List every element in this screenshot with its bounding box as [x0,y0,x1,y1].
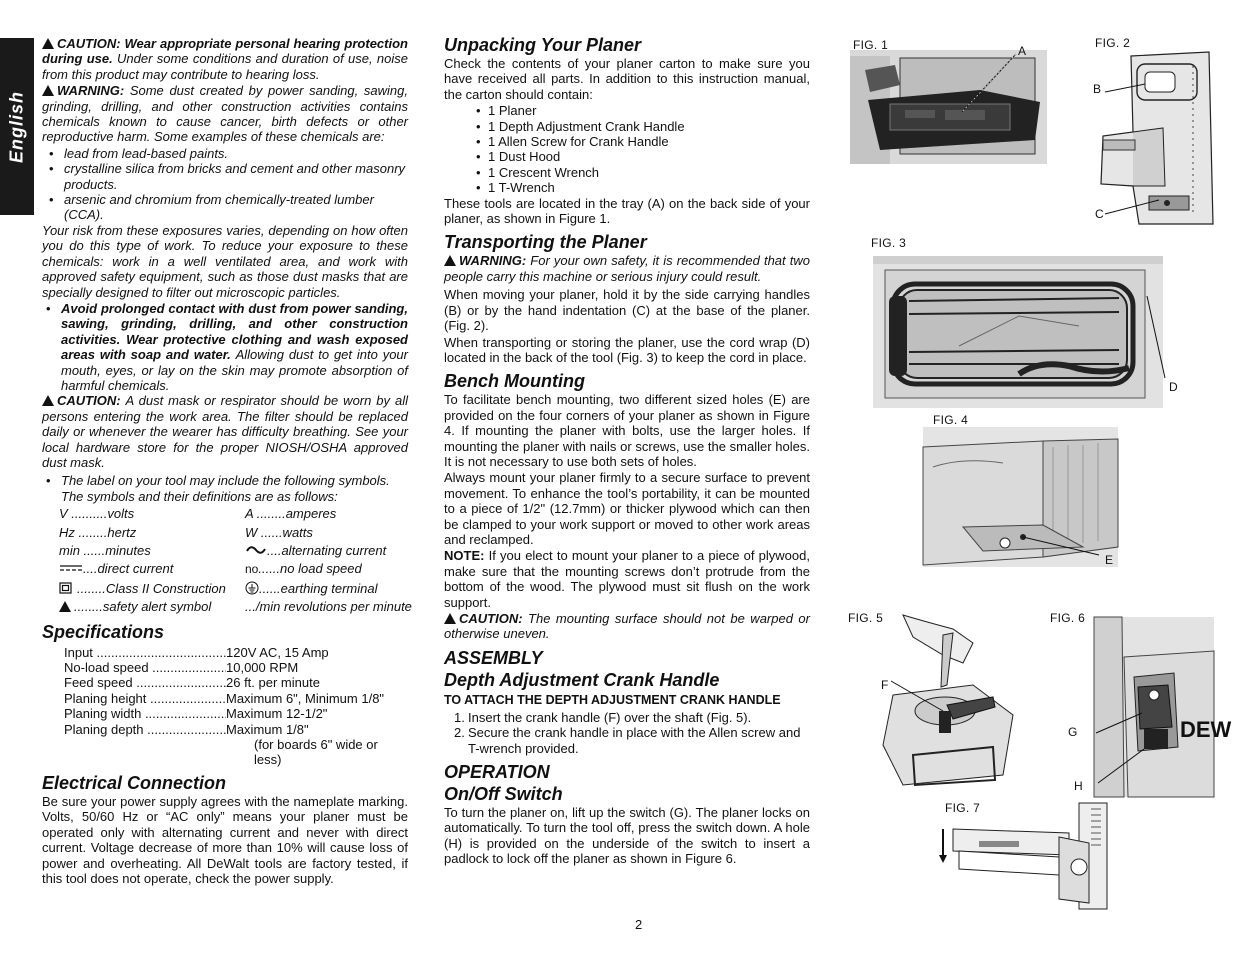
figure-label: FIG. 2 [1095,36,1131,50]
spec-row [64,675,408,690]
symbol-rpm: .../min revolutions per minute [245,599,412,615]
attach-steps [454,710,810,756]
list-item: • arsenic and chromium from chemically-treated lumber (CCA). [64,192,408,223]
switch-lockout-illustration [939,803,1109,913]
list-item: • 1 Depth Adjustment Crank Handle [488,119,810,134]
step-text: Secure the crank handle in place with the Allen screw and T-wrench provided. [468,725,801,756]
spec-value: 10,000 RPM [226,660,408,675]
callout-c: C [1095,207,1104,221]
spec-value: Maximum 6", Minimum 1/8" [226,691,408,706]
spec-row [64,722,408,737]
callout-h: H [1074,779,1083,793]
spec-row [64,691,408,706]
symbol-safety [59,599,245,614]
callout-f: F [881,678,889,692]
figure-label: FIG. 4 [933,413,969,427]
caution-hearing-lead: CAUTION: Wear appropriate personal hearing protection during use. [42,36,408,67]
callout-g: G [1068,725,1078,739]
column-middle [444,36,810,868]
symbol-earth [245,581,425,596]
symbol-ac [245,543,425,558]
warning-dust-lead: WARNING: [57,83,125,99]
transport-p1: When moving your planer, hold it by the side carrying handles (B) or by the hand indentation (C) at the base of the planer. (Fig. 2). [444,287,810,334]
specifications-heading: Specifications [42,621,165,642]
symbol-hertz: Hz ........hertz [59,524,137,540]
on-off-switch-illustration [1094,617,1232,797]
figure-label: FIG. 6 [1050,611,1086,625]
transport-warning-body: For your own safety, it is recommended that two people carry this machine or serious injury could result. [444,253,810,284]
list-item: • lead from lead-based paints. [64,146,408,161]
symbol-no-load-text: ......no load speed [258,561,362,577]
caution-mask-body: A dust mask or respirator should be worn by all persons entering the work area. The filter should be replaced daily or whenever the wearer has difficulty breathing. See your local hardware store for the proper NIOSH/OSHA approved dust mask. [42,393,408,470]
assembly-heading: ASSEMBLY [444,647,543,668]
spec-row [64,660,408,675]
step-number: 2. [454,725,465,741]
callout-d: D [1169,380,1178,394]
risk-paragraph: Your risk from these exposures varies, depending on how often you do this type of work. To reduce your exposure to these chemicals: work in a well ventilated area, and work with approved safety equipment, such as those dust masks that are specially designed to filter out microscopic particles. [42,222,408,300]
spec-row [64,706,408,721]
symbol-volts: V ..........volts [59,506,135,522]
figure-7 [939,799,1109,919]
warning-triangle-icon [444,613,456,624]
switch-heading: On/Off Switch [444,784,563,805]
step-text: Insert the crank handle (F) over the shaft (Fig. 5). [468,709,752,725]
warning-triangle-icon [444,255,456,266]
attach-subheading: TO ATTACH THE DEPTH ADJUSTMENT CRANK HANDLE [444,692,781,707]
safety-alert-icon [59,601,71,612]
spec-label: Planing height ..... [64,691,226,706]
spec-row [64,645,408,660]
symbol-dc-text: ....direct current [83,561,174,577]
spec-note: (for boards 6" wide or less) [254,737,378,768]
transport-heading: Transporting the Planer [444,232,647,253]
symbol-class2 [59,581,245,596]
crank-handle-illustration [883,615,1043,795]
alternating-current-icon [245,544,267,556]
direct-current-icon [59,563,83,573]
figure-4 [923,411,1123,571]
caution-surface-lead: CAUTION: [459,611,523,626]
symbol-watts: W ......watts [245,524,313,540]
note-body: If you elect to mount your planer to a piece of plywood, make sure that the mounting screws don’t protrude from the bottom of the wood. The plywood must sit flush on the work support. [444,548,810,610]
warning-triangle-icon [42,85,54,96]
figure-6 [1048,609,1232,819]
callout-e: E [1105,553,1114,567]
avoid-list [61,301,408,393]
no-load-speed-icon: no [245,562,259,577]
spec-value: Maximum 1/8" [226,722,408,737]
bench-heading: Bench Mounting [444,371,585,392]
symbol-minutes: min ......minutes [59,543,151,558]
column-left [42,36,412,887]
cord-wrap-illustration [869,256,1184,428]
electrical-body: Be sure your power supply agrees with the nameplate marking. Volts, 50/60 Hz or “AC only” means your planer must be operated only with alternating current and never with direct current. Voltage decrease of more than 10% will cause loss of power and overheating. All DeWalt tools are factory tested, if this tool does not operate, check the power supply. [42,793,408,886]
label-intro: • The label on your tool may include the following symbols. The symbols and their definitions are as follows: [61,473,408,504]
page-number: 2 [635,917,643,932]
bench-note [444,548,810,610]
electrical-heading: Electrical Connection [42,772,227,793]
crank-heading: Depth Adjustment Crank Handle [444,669,720,690]
figure-label: FIG. 5 [848,611,884,625]
list-item: • 1 T-Wrench [488,180,810,195]
language-tab [0,38,34,215]
spec-label: Input ..... [64,645,226,660]
list-item: • 1 Allen Screw for Crank Handle [488,134,810,149]
warning-dust-body: Some dust created by power sanding, sawing, grinding, drilling, and other construction activities contains chemicals known to cause cancer, birth defects or other reproductive harm. Some examples of these chemicals are: [42,83,408,145]
spec-value: 120V AC, 15 Amp [226,645,408,660]
spec-label: Feed speed ..... [64,675,226,690]
note-lead: NOTE: [444,548,485,564]
figure-label: FIG. 1 [853,38,889,52]
symbol-amperes: A ........amperes [245,506,337,522]
transport-warning [444,253,810,284]
symbol-no-load [245,561,425,577]
figure-label: FIG. 7 [945,801,981,815]
figure-2 [1093,36,1217,228]
chemical-list [64,146,408,223]
avoid-item [61,301,408,393]
caution-mask-lead: CAUTION: [57,393,121,409]
spec-label: No-load speed ..... [64,660,226,675]
figure-5 [847,609,1007,819]
symbol-class2-text: ........Class II Construction [77,580,226,596]
symbol-table [59,506,412,615]
spec-label: Planing width ..... [64,706,226,721]
symbol-ac-text: ....alternating current [267,543,387,558]
tray-note: These tools are located in the tray (A) on the back side of your planer, as shown in Figure 1. [444,195,810,227]
brand-label: DEW [1180,717,1232,742]
bench-mount-holes-illustration [923,427,1123,567]
spec-value: 26 ft. per minute [226,675,408,690]
specifications-table [64,645,408,768]
list-item: • 1 Planer [488,103,810,118]
caution-surface [444,611,810,642]
bench-p2: Always mount your planer firmly to a secure surface to prevent movement. To enhance the tool’s portability, it can be mounted to a piece of 1/2" (12.7mm) or thicker plywood which can then be clamped to your work support or moved to other work areas and reclamped. [444,470,810,547]
caution-hearing [42,36,408,82]
switch-body: To turn the planer on, lift up the switch (G). The planer locks on automatically. To turn the tool off, press the switch down. A hole (H) is provided on the underside of the switch to insert a padlock to lock off the planer as shown in Figure 6. [444,805,810,867]
contents-list [488,103,810,195]
warning-triangle-icon [42,395,54,406]
figure-3 [869,236,1184,408]
symbol-earth-text: ......earthing terminal [259,580,378,596]
callout-b: B [1093,82,1102,96]
avoid-body: Allowing dust to get into your mouth, eyes, or lay on the skin may promote absorption of harmful chemicals. [61,347,408,393]
list-item: • 1 Dust Hood [488,149,810,164]
label-intro-list [61,473,408,504]
bench-p1: To facilitate bench mounting, two different sized holes (E) are provided on the four corners of your planer as shown in Figure 4. If mounting the planer with bolts, use the larger holes. If mounting the planer with nails or screws, use the smaller holes. It is not necessary to use both sets of holes. [444,392,810,469]
list-item: • crystalline silica from bricks and cement and other masonry products. [64,161,408,192]
spec-value: Maximum 12-1/2" [226,706,408,721]
avoid-lead: Avoid prolonged contact with dust from power sanding, sawing, grinding, drilling, and other construction activities. Wear protective clothing and wash exposed areas with soap and water. [61,300,408,363]
symbol-safety-text: ........safety alert symbol [74,599,212,615]
transport-warning-lead: WARNING: [459,253,527,269]
language-tab-label: English [6,90,27,163]
class-ii-icon [59,582,73,594]
step-item [454,725,810,756]
spec-label: Planing depth ..... [64,722,226,737]
transport-p2: When transporting or storing the planer, use the cord wrap (D) located in the back of the tool (Fig. 3) to keep the cord in place. [444,334,810,365]
operation-heading: OPERATION [444,762,550,783]
step-number: 1. [454,709,465,725]
planer-side-illustration [1093,36,1217,228]
unpacking-heading: Unpacking Your Planer [444,35,642,55]
list-item: • 1 Crescent Wrench [488,165,810,180]
earthing-terminal-icon [245,581,259,595]
unpacking-body: Check the contents of your planer carton to make sure you have received all parts. In addition to this instruction manual, the carton should contain: [444,56,810,102]
figure-label: FIG. 3 [871,236,907,250]
caution-surface-body: The mounting surface should not be warped or otherwise uneven. [444,611,810,642]
step-item [454,710,810,725]
caution-mask [42,393,408,470]
caution-hearing-body: Under some conditions and duration of use, noise from this product may contribute to hearing loss. [42,51,408,82]
callout-a: A [1018,44,1027,58]
figure-1 [850,40,1047,164]
warning-dust [42,83,408,145]
warning-triangle-icon [42,38,54,49]
figures-column [845,36,1232,916]
symbol-dc [59,561,245,577]
